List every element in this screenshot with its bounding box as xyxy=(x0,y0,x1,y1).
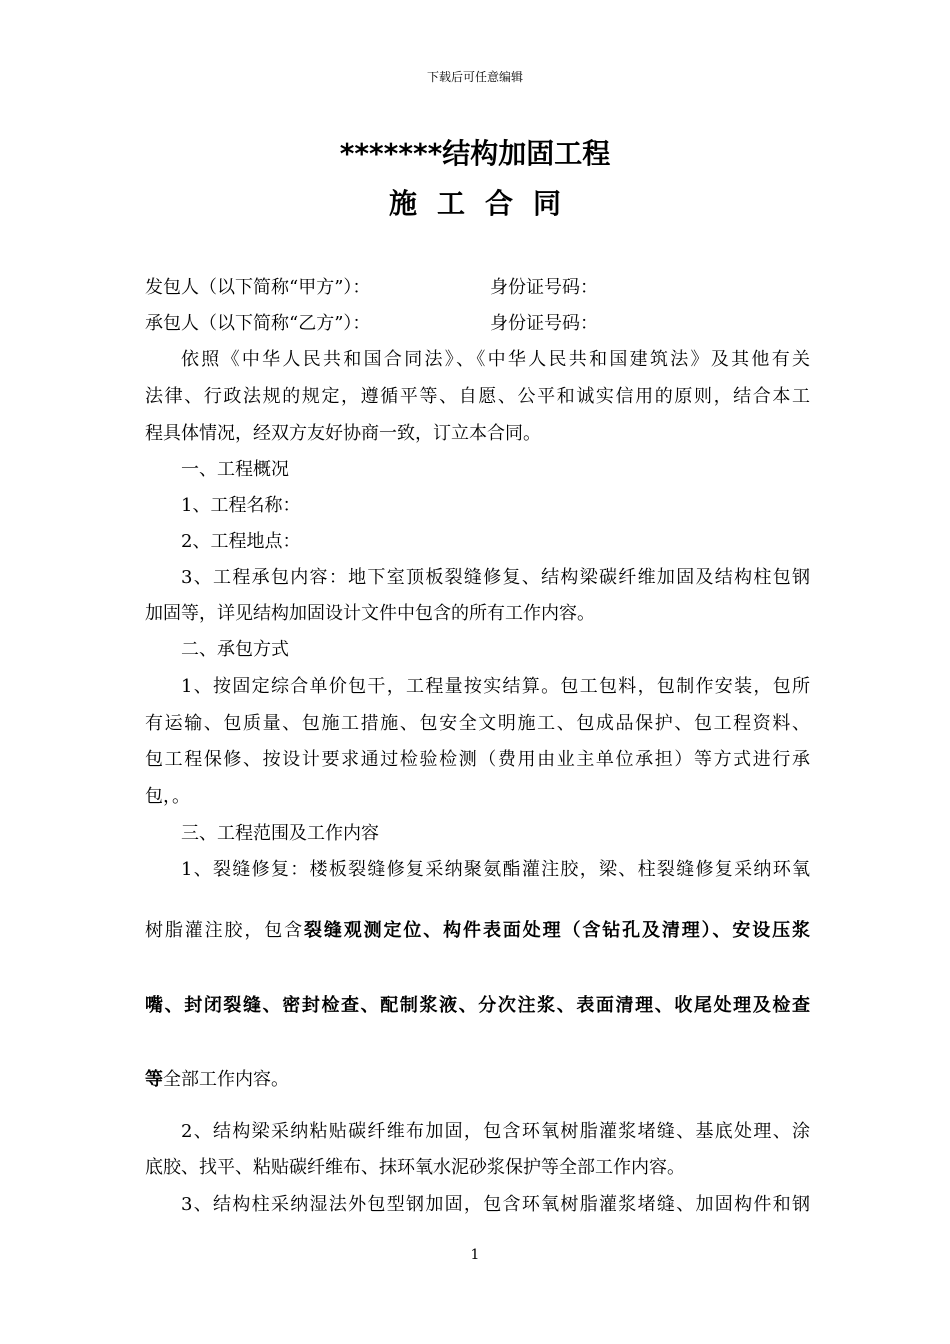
preamble-line: 依照《中华人民共和国合同法》、《中华人民共和国建筑法》及其他有关 xyxy=(181,349,810,370)
crack-repair-bold-line: 嘴、封闭裂缝、密封检查、配制浆液、分次注浆、表面清理、收尾处理及检查 xyxy=(145,995,810,1016)
contract-method-line: 1、按固定综合单价包干，工程量按实结算。包工包料，包制作安装，包所 xyxy=(181,676,810,697)
column-reinforcement-line: 3、结构柱采纳湿法外包型钢加固，包含环氧树脂灌浆堵缝、加固构件和钢 xyxy=(181,1194,810,1215)
contractor-label: 承包人（以下简称“乙方”）： xyxy=(145,313,371,334)
contract-title: *******结构加固工程 xyxy=(339,137,611,170)
section-heading: 二、承包方式 xyxy=(181,639,289,660)
preamble-line: 程具体情况，经双方友好协商一致，订立本合同。 xyxy=(145,423,541,444)
project-location-label: 2、工程地点： xyxy=(181,531,301,552)
page-number: 1 xyxy=(470,1247,480,1263)
preamble-line: 法律、行政法规的规定，遵循平等、自愿、公平和诚实信用的原则，结合本工 xyxy=(145,386,810,407)
crack-repair-text: 树脂灌注胶，包含 xyxy=(145,920,305,941)
crack-repair-bold-text: 等 xyxy=(145,1069,163,1090)
crack-repair-line xyxy=(145,919,810,943)
employer-id-label: 身份证号码： xyxy=(490,277,598,298)
contract-method-line: 包，。 xyxy=(145,786,190,807)
contractor-id-label: 身份证号码： xyxy=(490,313,598,334)
contract-method-line: 有运输、包质量、包施工措施、包安全文明施工、包成品保护、包工程资料、 xyxy=(145,713,810,734)
project-name-label: 1、工程名称： xyxy=(181,495,301,516)
contract-method-line: 包工程保修、按设计要求通过检验检测（费用由业主单位承担）等方式进行承 xyxy=(145,749,810,770)
employer-label: 发包人（以下简称“甲方”）： xyxy=(145,277,371,298)
beam-reinforcement-line: 底胶、找平、粘贴碳纤维布、抹环氧水泥砂浆保护等全部工作内容。 xyxy=(145,1157,685,1178)
scope-line: 加固等，详见结构加固设计文件中包含的所有工作内容。 xyxy=(145,603,595,624)
section-heading: 一、工程概况 xyxy=(181,459,289,480)
crack-repair-text: 全部工作内容。 xyxy=(163,1069,289,1090)
contract-subtitle: 施工合同 xyxy=(388,187,581,220)
section-heading: 三、工程范围及工作内容 xyxy=(181,823,379,844)
crack-repair-line xyxy=(145,1068,810,1092)
scope-line: 3、工程承包内容：地下室顶板裂缝修复、结构梁碳纤维加固及结构柱包钢 xyxy=(181,567,810,588)
beam-reinforcement-line: 2、结构梁采纳粘贴碳纤维布加固，包含环氧树脂灌浆堵缝、基底处理、涂 xyxy=(181,1121,810,1142)
crack-repair-line: 1、裂缝修复：楼板裂缝修复采纳聚氨酯灌注胶，梁、柱裂缝修复采纳环氧 xyxy=(181,859,810,880)
crack-repair-bold-text: 裂缝观测定位、构件表面处理（含钻孔及清理）、安设压浆 xyxy=(304,920,810,941)
header-note: 下载后可任意编辑 xyxy=(426,70,523,84)
